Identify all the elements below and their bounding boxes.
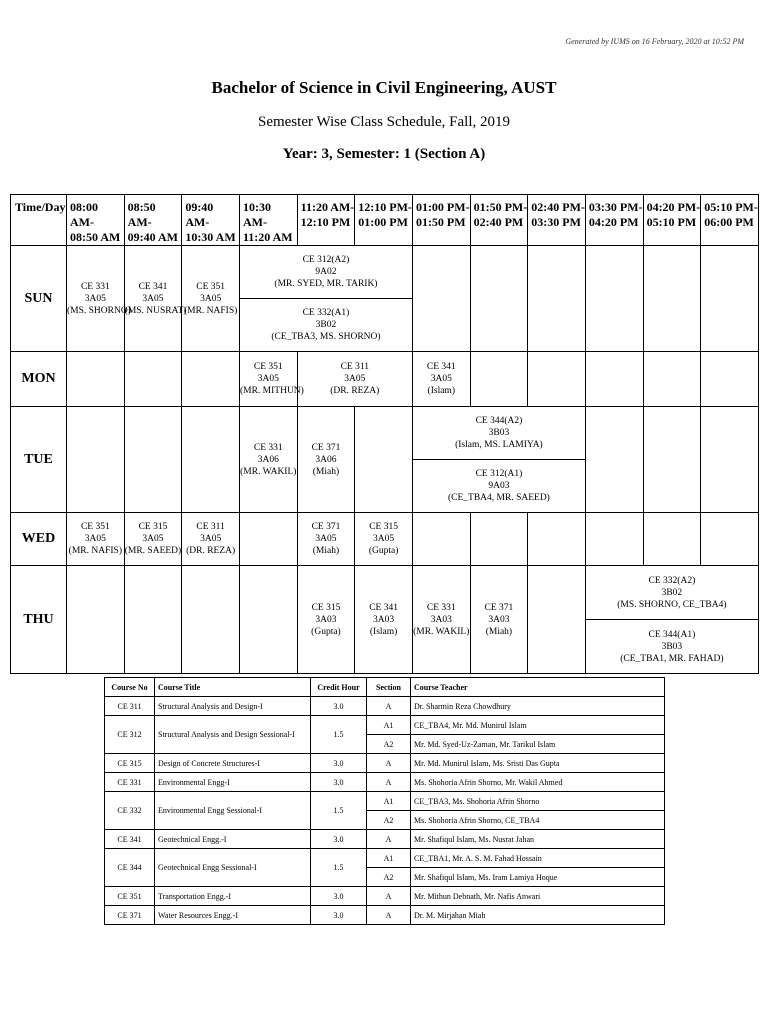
empty-cell — [67, 352, 125, 407]
course-section: A — [367, 697, 411, 716]
course-teacher: CE_TBA1, Mr. A. S. M. Fahad Hossain — [411, 849, 665, 868]
class-cell — [124, 246, 187, 352]
empty-cell — [585, 407, 643, 513]
empty-cell — [355, 407, 413, 513]
cell-line: CE 315 — [369, 522, 398, 532]
cell-line: CE 331 — [426, 602, 456, 613]
cell-line: 9A02 — [315, 267, 337, 277]
course-section: A — [367, 830, 411, 849]
cell-line: 3B03 — [661, 641, 683, 652]
cell-line: (Islam) — [369, 626, 398, 637]
cell-line: (Miah) — [485, 626, 513, 637]
col-section: Section — [367, 678, 411, 697]
day-label: TUE — [11, 407, 67, 513]
cell-line: (Islam, MS. LAMIYA) — [455, 440, 543, 450]
header-slot — [124, 195, 182, 246]
cell-line: 12:10 PM- — [358, 200, 412, 214]
course-section: A1 — [367, 849, 411, 868]
generated-note: Generated by IUMS on 16 February, 2020 at 10:52 PM — [565, 37, 744, 46]
schedule-row-tue — [11, 407, 759, 460]
empty-cell — [124, 407, 182, 513]
empty-cell — [67, 566, 125, 674]
course-teacher: Mr. Md. Syed-Uz-Zaman, Mr. Tarikul Islam — [411, 735, 665, 754]
empty-cell — [585, 246, 643, 352]
cell-line: (Gupta) — [311, 626, 341, 637]
header-slot — [643, 195, 701, 246]
empty-cell — [528, 513, 586, 566]
schedule-row-thu — [11, 566, 759, 620]
cell-line: CE 341 — [369, 602, 398, 613]
cell-line: 3A05 — [84, 293, 106, 304]
class-cell — [239, 352, 304, 407]
cell-line: (MR. WAKIL) — [413, 626, 470, 637]
day-label: THU — [11, 566, 67, 674]
cell-line: CE 344(A2) — [475, 416, 523, 426]
empty-cell — [239, 566, 297, 674]
cell-line: 3A06 — [315, 454, 337, 465]
cell-line: 08:50 AM — [70, 230, 121, 244]
lab-cell — [412, 460, 585, 513]
course-section: A2 — [367, 735, 411, 754]
empty-cell — [470, 352, 528, 407]
cell-line: CE 315 — [138, 522, 168, 532]
cell-line: CE 311 — [196, 522, 225, 532]
empty-cell — [124, 352, 182, 407]
course-table-body — [105, 697, 665, 925]
course-teacher: CE_TBA4, Mr. Md. Munirul Islam — [411, 716, 665, 735]
empty-cell — [182, 352, 240, 407]
class-cell — [297, 407, 355, 513]
empty-cell — [67, 407, 125, 513]
empty-cell — [701, 246, 759, 352]
class-cell — [297, 513, 355, 566]
day-label: WED — [11, 513, 67, 566]
schedule-row-sun — [11, 246, 759, 299]
cell-line: CE 351 — [80, 522, 110, 532]
cell-line: CE 341 — [426, 362, 456, 372]
cell-line: 3A05 — [315, 534, 337, 544]
empty-cell — [643, 246, 701, 352]
course-title: Transportation Engg.-I — [155, 887, 311, 906]
empty-cell — [470, 246, 528, 352]
lab-cell — [412, 407, 585, 460]
class-cell — [124, 513, 182, 566]
cell-line: 03:30 PM- — [588, 200, 643, 214]
cell-line: 01:50 PM — [415, 215, 466, 229]
cell-line: 01:00 PM — [358, 215, 408, 229]
cell-line: 3A03 — [373, 614, 395, 625]
cell-line: 02:40 PM — [473, 215, 524, 229]
lab-cell — [239, 299, 412, 352]
cell-line: (MS. SHORNO, CE_TBA4) — [617, 599, 727, 610]
course-row — [105, 773, 665, 792]
cell-line: CE 371 — [311, 522, 341, 532]
cell-line: 9A03 — [488, 481, 510, 491]
class-cell — [297, 566, 355, 674]
cell-line: CE 315 — [311, 602, 341, 613]
course-no: CE 311 — [105, 697, 155, 716]
cell-line: (MR. WAKIL) — [240, 466, 297, 477]
course-section: A1 — [367, 716, 411, 735]
course-teacher: Mr. Shafiqul Islam, Ms. Nusrat Jahan — [411, 830, 665, 849]
course-row — [105, 887, 665, 906]
class-cell — [182, 513, 240, 566]
credit-hour: 1.5 — [311, 792, 367, 830]
cell-line: CE 341 — [138, 281, 168, 292]
cell-line: CE 351 — [253, 362, 283, 372]
cell-line: (CE_TBA3, MS. SHORNO) — [271, 332, 381, 342]
course-no: CE 341 — [105, 830, 155, 849]
course-no: CE 331 — [105, 773, 155, 792]
credit-hour: 3.0 — [311, 887, 367, 906]
course-no: CE 315 — [105, 754, 155, 773]
course-title: Structural Analysis and Design Sessional-I — [155, 716, 311, 754]
empty-cell — [239, 513, 297, 566]
cell-line: (Islam) — [427, 386, 455, 396]
credit-hour: 3.0 — [311, 754, 367, 773]
cell-line: (DR. REZA) — [186, 546, 236, 556]
course-row — [105, 906, 665, 925]
cell-line: 3A03 — [315, 614, 337, 625]
cell-line: (DR. REZA) — [330, 386, 380, 396]
empty-cell — [182, 407, 240, 513]
page-subtitle: Semester Wise Class Schedule, Fall, 2019 — [257, 114, 510, 130]
course-teacher: Ms. Shohoria Afrin Shorno, Mr. Wakil Ahmed — [411, 773, 665, 792]
header-slot — [355, 195, 413, 246]
empty-cell — [412, 246, 470, 352]
header-slot — [470, 195, 528, 246]
page-title: Bachelor of Science in Civil Engineering, AUST — [211, 78, 557, 97]
course-row — [105, 792, 665, 811]
course-section: A1 — [367, 792, 411, 811]
course-row — [105, 830, 665, 849]
cell-line: 3A06 — [257, 454, 279, 465]
course-title: Design of Concrete Structures-I — [155, 754, 311, 773]
cell-line: CE 312(A1) — [475, 469, 523, 479]
empty-cell — [585, 513, 643, 566]
cell-line: CE 332(A1) — [302, 308, 350, 318]
course-no: CE 332 — [105, 792, 155, 830]
header-slot — [239, 195, 297, 246]
cell-line: (MR. NAFIS) — [68, 546, 122, 556]
course-title: Water Resources Engg.-I — [155, 906, 311, 925]
credit-hour: 3.0 — [311, 906, 367, 925]
empty-cell — [643, 513, 701, 566]
class-schedule-table — [10, 194, 759, 674]
course-title: Structural Analysis and Design-I — [155, 697, 311, 716]
course-section: A2 — [367, 811, 411, 830]
credit-hour: 3.0 — [311, 697, 367, 716]
course-section: A — [367, 754, 411, 773]
cell-line: 3A03 — [488, 614, 510, 625]
class-cell — [470, 566, 528, 674]
header-time-day: Time/Day — [11, 195, 67, 246]
col-credit-hour: Credit Hour — [311, 678, 367, 697]
credit-hour: 3.0 — [311, 830, 367, 849]
cell-line: CE 312(A2) — [302, 255, 350, 265]
cell-line: 12:10 PM — [300, 215, 351, 229]
course-teacher: Mr. Shafiqul Islam, Ms. Iram Lamiya Hoque — [411, 868, 665, 887]
cell-line: (Miah) — [312, 466, 340, 477]
header-slot — [528, 195, 586, 246]
empty-cell — [585, 352, 643, 407]
course-teacher: Ms. Shohoria Afrin Shorno, CE_TBA4 — [411, 811, 665, 830]
cell-line: (MR. MITHUN) — [239, 386, 304, 396]
course-section: A — [367, 773, 411, 792]
cell-line: (MR. SYED, MR. TARIK) — [274, 279, 378, 289]
section-title: Year: 3, Semester: 1 (Section A) — [282, 146, 486, 162]
cell-line: (MR. SAEED) — [124, 546, 182, 556]
credit-hour: 1.5 — [311, 849, 367, 887]
course-title: Geotechnical Engg.-I — [155, 830, 311, 849]
empty-cell — [528, 246, 586, 352]
course-teacher: Dr. M. Mirjahan Miah — [411, 906, 665, 925]
cell-line: 04:20 PM- — [646, 200, 701, 214]
col-course-title: Course Title — [155, 678, 311, 697]
cell-line: 08:50 AM- — [127, 200, 156, 229]
empty-cell — [701, 513, 759, 566]
cell-line: CE 331 — [253, 442, 283, 453]
cell-line: CE 311 — [340, 362, 369, 372]
header-slot — [701, 195, 759, 246]
schedule-header-row — [11, 195, 759, 246]
header-slot — [297, 195, 355, 246]
cell-line: 3B03 — [488, 428, 510, 438]
cell-line: 3B02 — [315, 320, 337, 330]
cell-line: 02:40 PM- — [531, 200, 585, 214]
course-title: Environmental Engg-I — [155, 773, 311, 792]
course-no: CE 312 — [105, 716, 155, 754]
empty-cell — [528, 352, 586, 407]
cell-line: 11:20 AM — [242, 230, 293, 244]
course-section: A — [367, 906, 411, 925]
empty-cell — [528, 566, 586, 674]
course-section: A2 — [367, 868, 411, 887]
empty-cell — [701, 352, 759, 407]
course-row — [105, 849, 665, 868]
empty-cell — [470, 513, 528, 566]
cell-line: 11:20 AM- — [300, 200, 355, 214]
cell-line: 3A03 — [430, 614, 452, 625]
cell-line: 3B02 — [661, 587, 683, 598]
class-cell — [182, 246, 240, 352]
day-label: SUN — [11, 246, 67, 352]
cell-line: 01:00 PM- — [415, 200, 470, 214]
course-no: CE 351 — [105, 887, 155, 906]
cell-line: 05:10 PM — [646, 215, 697, 229]
lab-cell — [239, 246, 412, 299]
course-teacher: CE_TBA3, Ms. Shohoria Afrin Shorno — [411, 792, 665, 811]
class-cell — [412, 566, 470, 674]
class-cell — [239, 407, 297, 513]
course-teacher: Mr. Md. Munirul Islam, Ms. Sristi Das Gupta — [411, 754, 665, 773]
empty-cell — [701, 407, 759, 513]
cell-line: CE 351 — [196, 281, 226, 292]
cell-line: 03:30 PM — [531, 215, 581, 229]
class-cell — [67, 246, 131, 352]
empty-cell — [643, 352, 701, 407]
cell-line: 01:50 PM- — [473, 200, 528, 214]
cell-line: 10:30 AM — [185, 230, 236, 244]
header-slot — [412, 195, 470, 246]
cell-line: 3A05 — [373, 534, 395, 544]
course-teacher: Mr. Mithun Debnath, Mr. Nafis Anwari — [411, 887, 665, 906]
cell-line: 09:40 AM- — [185, 200, 214, 229]
course-row — [105, 697, 665, 716]
cell-line: 3A05 — [142, 293, 164, 304]
cell-line: CE 344(A1) — [648, 629, 696, 640]
cell-line: (MS. NUSRAT) — [124, 305, 187, 316]
cell-line: 3A05 — [142, 534, 164, 544]
cell-line: 10:30 AM- — [242, 200, 271, 229]
schedule-row-mon — [11, 352, 759, 407]
lab-cell — [585, 566, 758, 620]
course-table — [104, 677, 665, 925]
cell-line: (MR. NAFIS) — [183, 305, 238, 316]
cell-line: 3A05 — [200, 534, 222, 544]
cell-line: 04:20 PM — [588, 215, 639, 229]
course-title: Geotechnical Engg Sessional-I — [155, 849, 311, 887]
col-course-teacher: Course Teacher — [411, 678, 665, 697]
course-section: A — [367, 887, 411, 906]
day-label: MON — [11, 352, 67, 407]
cell-line: CE 331 — [80, 281, 110, 292]
col-course-no: Course No — [105, 678, 155, 697]
schedule-row-wed — [11, 513, 759, 566]
cell-line: 3A05 — [84, 534, 106, 544]
cell-line: CE 371 — [311, 442, 341, 453]
empty-cell — [124, 566, 182, 674]
course-teacher: Dr. Sharmin Reza Chowdhury — [411, 697, 665, 716]
cell-line: 09:40 AM — [127, 230, 178, 244]
course-row — [105, 754, 665, 773]
cell-line: 05:10 PM- — [704, 200, 758, 214]
cell-line: (CE_TBA1, MR. FAHAD) — [620, 653, 724, 664]
course-title: Environmental Engg Sessional-I — [155, 792, 311, 830]
cell-line: 3A05 — [344, 374, 366, 384]
class-cell — [297, 352, 412, 407]
empty-cell — [182, 566, 240, 674]
empty-cell — [412, 513, 470, 566]
course-row — [105, 716, 665, 735]
class-cell — [355, 566, 413, 674]
credit-hour: 1.5 — [311, 716, 367, 754]
header-slot — [585, 195, 643, 246]
header-slot — [67, 195, 125, 246]
credit-hour: 3.0 — [311, 773, 367, 792]
cell-line: CE 371 — [484, 602, 514, 613]
course-no: CE 371 — [105, 906, 155, 925]
course-header-row — [105, 678, 665, 697]
lab-cell — [585, 620, 758, 674]
cell-line: 08:00 AM- — [70, 200, 98, 229]
cell-line: 06:00 PM — [704, 215, 754, 229]
cell-line: CE 332(A2) — [648, 575, 696, 586]
cell-line: (Gupta) — [368, 546, 399, 556]
class-cell — [355, 513, 413, 566]
header-slot — [182, 195, 240, 246]
cell-line: 3A05 — [200, 293, 222, 304]
cell-line: 3A05 — [257, 374, 279, 384]
class-cell — [67, 513, 125, 566]
empty-cell — [643, 407, 701, 513]
cell-line: (CE_TBA4, MR. SAEED) — [447, 493, 550, 503]
class-cell — [412, 352, 470, 407]
cell-line: 3A05 — [430, 374, 452, 384]
cell-line: (Miah) — [312, 546, 340, 556]
cell-line: (MS. SHORNO) — [67, 305, 131, 316]
course-no: CE 344 — [105, 849, 155, 887]
